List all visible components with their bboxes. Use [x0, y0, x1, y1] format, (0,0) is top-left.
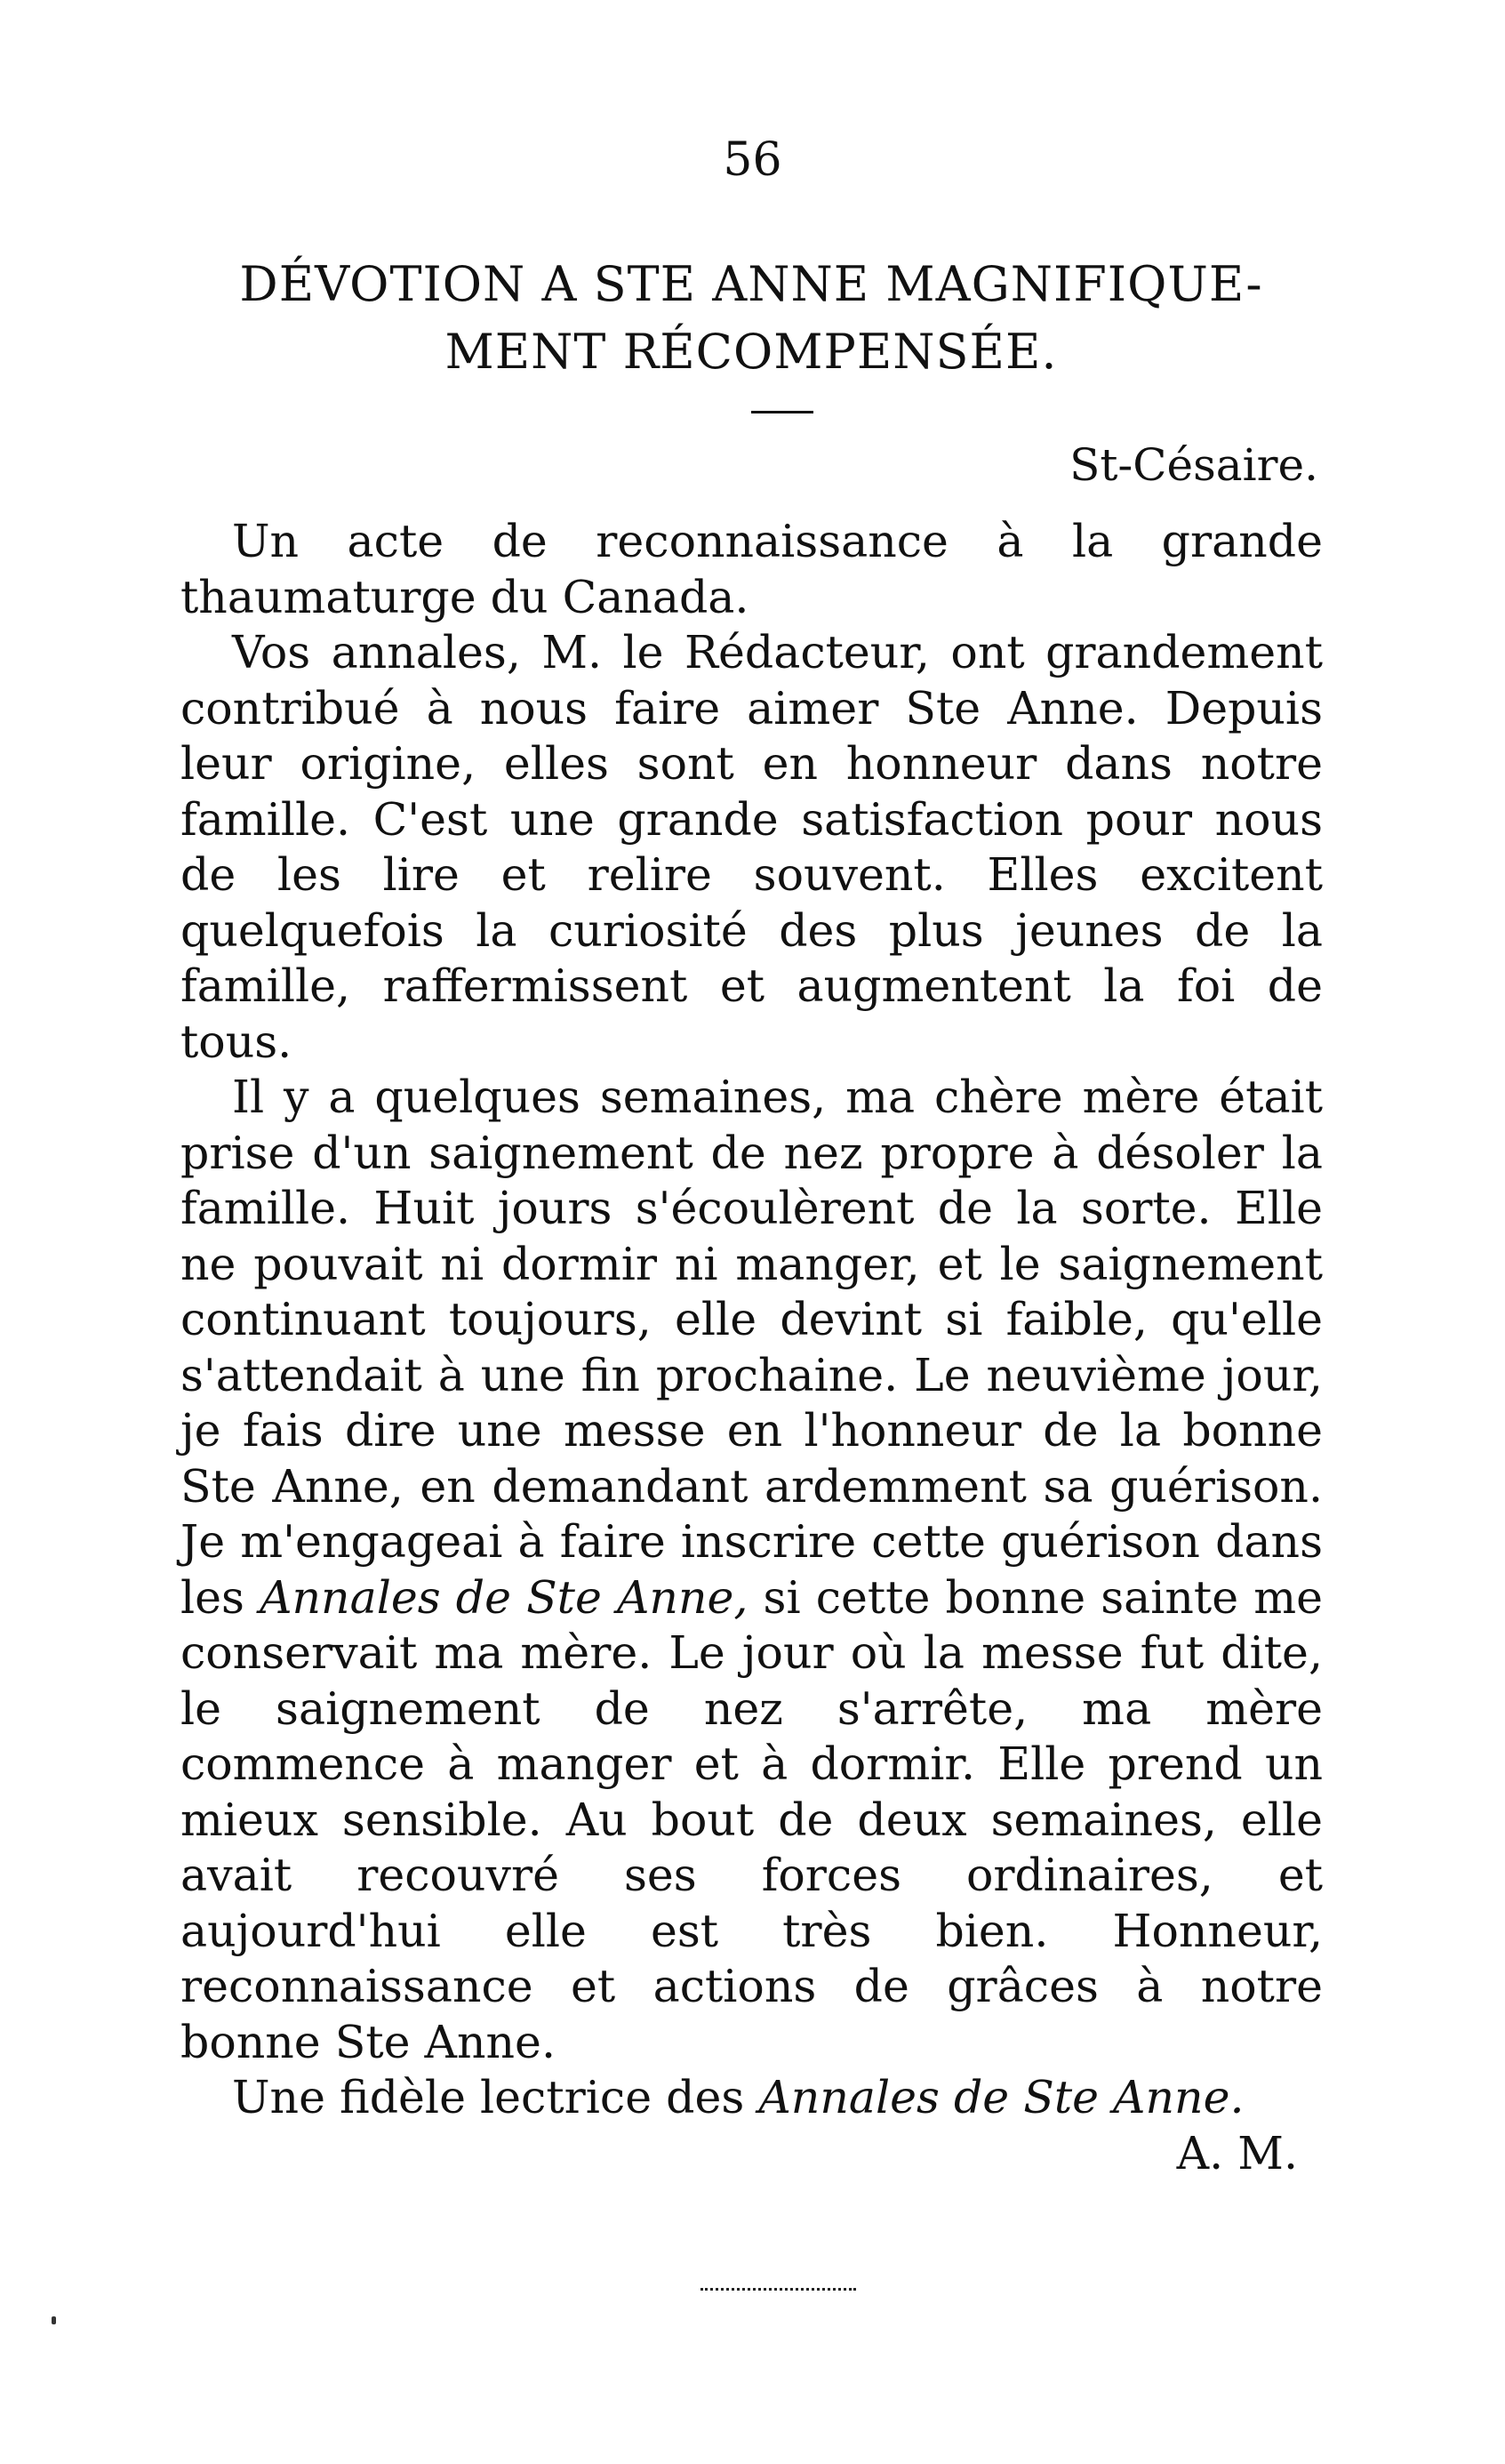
end-ornament-rule: [700, 2288, 856, 2291]
signature-line: [180, 2070, 1323, 2126]
article-title-line-1: DÉVOTION A STE ANNE MAGNIFIQUE-: [239, 256, 1263, 312]
article-body: [180, 514, 1323, 2181]
place-name: St-Césaire.: [1069, 439, 1318, 491]
paragraph-annales: Vos annales, M. le Rédacteur, ont grandement contribué à nous faire aimer Ste Anne. Depuis leur origine, elles sont en honneur dans notre famille. C'est une grande satisfaction pour nous de les lire et relire souvent. Elles excitent quelquefois la curiosité des plus jeunes de la famille, raffermissent et augmentent la foi de tous.: [180, 626, 1323, 1068]
article-title-line-2: MENT RÉCOMPENSÉE.: [444, 324, 1058, 380]
signature-annales-italic: Annales de Ste Anne.: [758, 2071, 1245, 2123]
article-title: [169, 251, 1333, 386]
title-separator-rule: [751, 411, 813, 413]
paragraph-healing: [180, 1070, 1323, 2070]
print-speck: [52, 2316, 56, 2324]
paragraph-healing-text-a: Il y a quelques semaines, ma chère mère était prise d'un saignement de nez propre à désoler la famille. Huit jours s'écoulèrent de la sorte. Elle ne pouvait ni dormir ni manger, et le saignement continuant toujours, elle devint si faible, qu'elle s'attendait à une fin prochaine. Le neuvième jour, je fais dire une messe en l'honneur de la bonne Ste Anne, en demandant ardemment sa guérison. Je m'engageai à faire inscrire cette guérison dans les: [180, 1071, 1323, 1624]
annales-title-italic: Annales de Ste Anne,: [260, 1570, 748, 1624]
signature-prefix: Une fidèle lectrice des: [232, 2071, 745, 2123]
page-number: 56: [723, 133, 782, 187]
signature-initials: A. M.: [1176, 2126, 1298, 2179]
paragraph-healing-text-b: si cette bonne sainte me conservait ma mère. Le jour où la messe fut dite, le saignement de nez s'arrête, ma mère commence à manger et à dormir. Elle prend un mieux sensible. Au bout de deux semaines, elle avait recouvré ses forces ordinaires, et aujourd'hui elle est très bien. Honneur, reconnaissance et actions de grâces à notre bonne Ste Anne.: [180, 1570, 1323, 2068]
paragraph-intro: Un acte de reconnaissance à la grande thaumaturge du Canada.: [180, 515, 1323, 623]
